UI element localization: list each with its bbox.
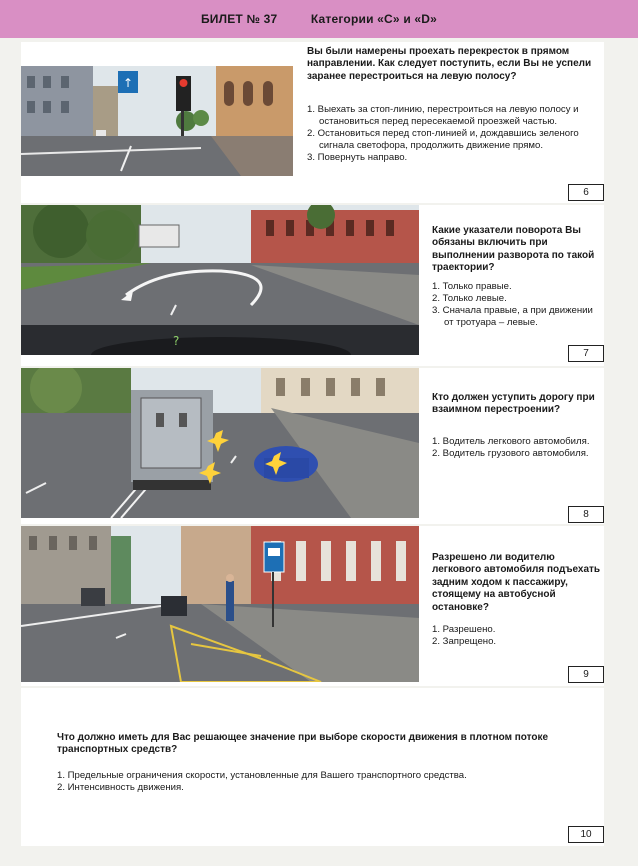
- header-title: [0, 12, 638, 26]
- answer-list-8: [432, 436, 602, 460]
- question-text-8: Кто должен уступить дорогу при взаимном перестроении?: [432, 392, 595, 416]
- answer-option[interactable]: 2. Интенсивность движения.: [57, 782, 184, 793]
- answer-option[interactable]: 2. Запрещено.: [432, 636, 497, 647]
- question-block-10: [21, 688, 604, 846]
- question-number-7: 7: [568, 345, 604, 362]
- answer-option[interactable]: 1. Водитель легкового автомобиля.: [432, 436, 590, 447]
- question-block-8: [21, 368, 604, 524]
- question-number-8: 8: [568, 506, 604, 523]
- ticket-categories: Категории «C» и «D»: [310, 12, 438, 26]
- answer-list-10: [57, 770, 577, 794]
- ticket-number: БИЛЕТ № 37: [200, 12, 278, 26]
- question-block-7: [21, 205, 604, 366]
- question-text-7: Какие указатели поворота Вы обязаны включить при выполнении разворота по такой траектории?: [432, 225, 595, 274]
- svg-text:↑: ↑: [122, 76, 134, 90]
- bus-stop-photo: [21, 526, 419, 682]
- answer-option[interactable]: 1. Выехать за стоп-линию, перестроиться на левую полосу и остановиться перед пересекаемой проезжей частью.: [307, 104, 579, 127]
- svg-text:?: ?: [173, 334, 180, 348]
- answer-list-6: [307, 104, 593, 164]
- intersection-photo: [21, 66, 293, 176]
- answer-list-7: [432, 281, 602, 329]
- answer-option[interactable]: 1. Только правые.: [432, 281, 512, 292]
- question-number-10: 10: [568, 826, 604, 843]
- answer-option[interactable]: 3. Сначала правые, а при движении от тротуара – левые.: [432, 305, 593, 328]
- question-block-6: [21, 42, 604, 203]
- lane-change-photo: [21, 368, 419, 518]
- question-block-9: [21, 526, 604, 686]
- answer-option[interactable]: 1. Предельные ограничения скорости, установленные для Вашего транспортного средства.: [57, 770, 467, 781]
- question-text-10: Что должно иметь для Вас решающее значение при выборе скорости движения в плотном потоке транспортных средств?: [57, 732, 549, 756]
- answer-option[interactable]: 1. Разрешено.: [432, 624, 496, 635]
- answer-option[interactable]: 2. Только левые.: [432, 293, 507, 304]
- answer-list-9: [432, 624, 602, 648]
- question-number-9: 9: [568, 666, 604, 683]
- answer-option[interactable]: 2. Остановиться перед стоп-линией и, дождавшись зеленого сигнала светофора, продолжить движение прямо.: [307, 128, 579, 151]
- ticket-header: [0, 0, 638, 38]
- answer-option[interactable]: 3. Повернуть направо.: [307, 152, 408, 163]
- u-turn-photo: [21, 205, 419, 355]
- answer-option[interactable]: 2. Водитель грузового автомобиля.: [432, 448, 589, 459]
- question-text-6: Вы были намерены проехать перекресток в прямом направлении. Как следует поступить, если Вы не успели заранее перестроиться на левую полосу?: [307, 46, 592, 82]
- question-text-9: Разрешено ли водителю легкового автомобиля подъехать задним ходом к пассажиру, стоящему на автобусной остановке?: [432, 552, 601, 613]
- question-number-6: 6: [568, 184, 604, 201]
